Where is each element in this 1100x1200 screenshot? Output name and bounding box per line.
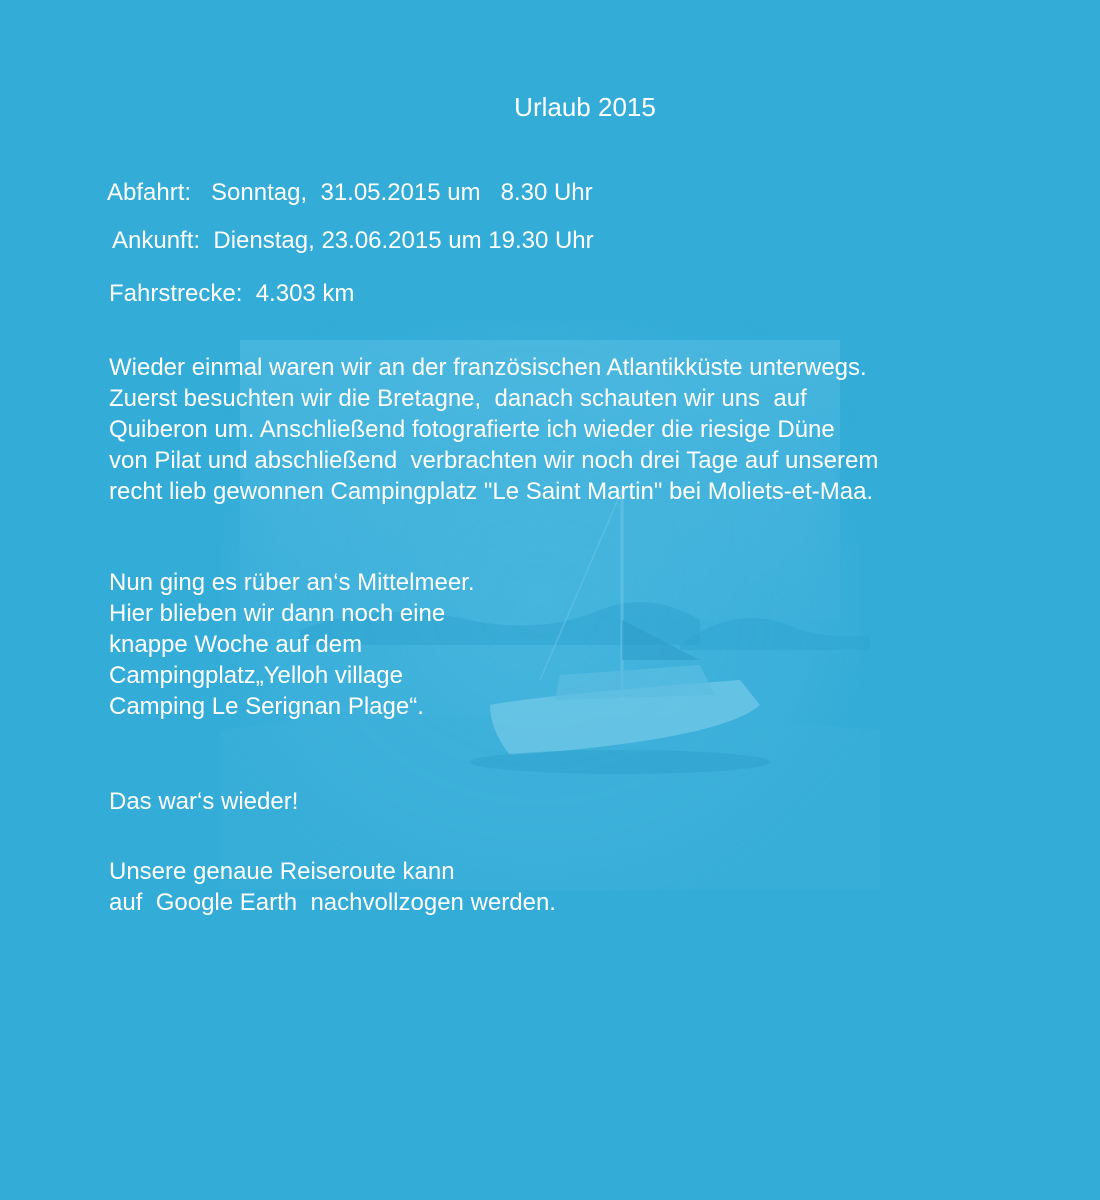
closing-line: Das war‘s wieder! <box>109 788 299 815</box>
mediterranean-paragraph <box>109 567 475 722</box>
paragraph-line: Campingplatz„Yelloh village <box>109 662 403 689</box>
page-title: Urlaub 2015 <box>514 92 656 122</box>
paragraph-line: von Pilat und abschließend verbrachten wir noch drei Tage auf unserem <box>109 447 879 474</box>
paragraph-line: Camping Le Serignan Plage“. <box>109 693 424 720</box>
paragraph-line: Zuerst besuchten wir die Bretagne, danach schauten wir uns auf <box>109 385 807 412</box>
paragraph-line: Nun ging es rüber an‘s Mittelmeer. <box>109 569 475 596</box>
paragraph-line: auf Google Earth nachvollzogen werden. <box>109 889 556 916</box>
distance-info: Fahrstrecke: 4.303 km <box>109 280 355 307</box>
paragraph-line: knappe Woche auf dem <box>109 631 363 658</box>
departure-info: Abfahrt: Sonntag, 31.05.2015 um 8.30 Uhr <box>107 179 593 206</box>
route-paragraph <box>109 856 556 918</box>
paragraph-line: recht lieb gewonnen Campingplatz "Le Saint Martin" bei Moliets-et-Maa. <box>109 478 874 505</box>
paragraph-line: Wieder einmal waren wir an der französischen Atlantikküste unterwegs. <box>109 354 867 381</box>
paragraph-line: Unsere genaue Reiseroute kann <box>109 858 455 885</box>
arrival-info: Ankunft: Dienstag, 23.06.2015 um 19.30 Uhr <box>112 227 594 254</box>
paragraph-line: Hier blieben wir dann noch eine <box>109 600 446 627</box>
atlantic-paragraph <box>109 352 878 507</box>
paragraph-line: Quiberon um. Anschließend fotografierte ich wieder die riesige Düne <box>109 416 835 443</box>
